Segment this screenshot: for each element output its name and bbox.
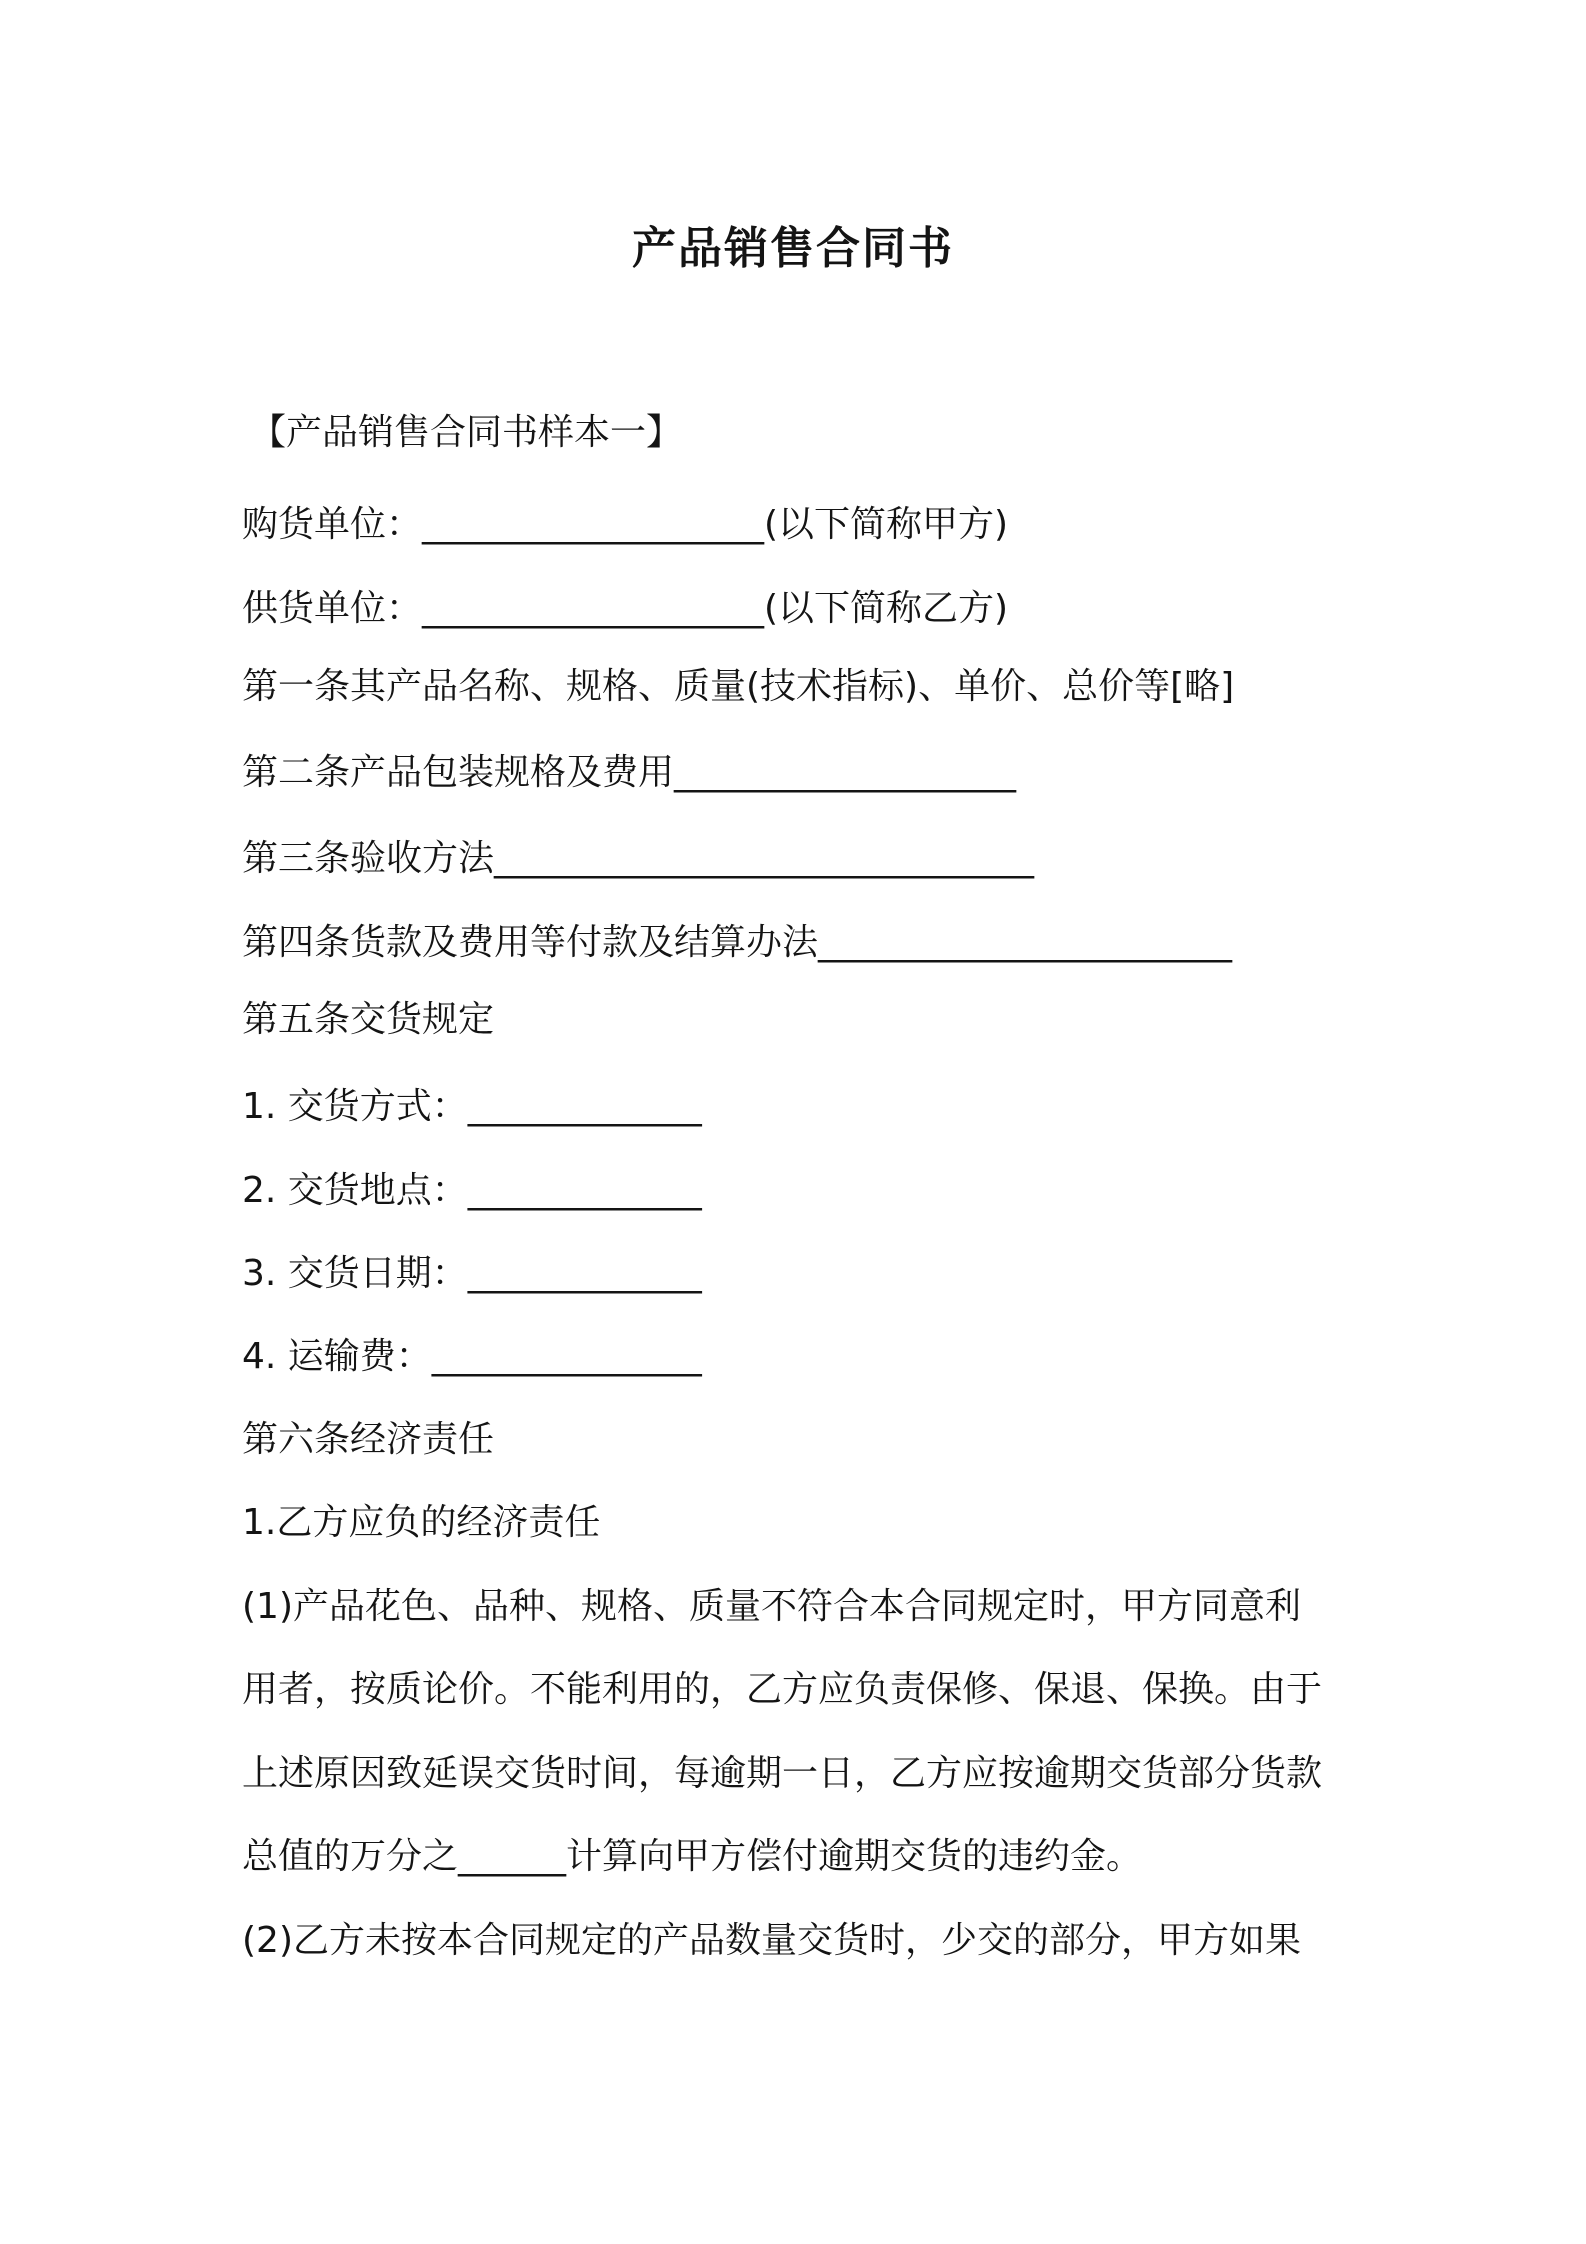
article-2: 第二条产品包装规格及费用___________________: [242, 752, 1017, 793]
supplier-line: 供货单位：___________________(以下简称乙方): [242, 588, 1009, 629]
article-1: 第一条其产品名称、规格、质量(技术指标)、单价、总价等[略]: [242, 666, 1235, 707]
delivery-place: 2. 交货地点：_____________: [242, 1170, 702, 1211]
clause-1-line-4: 总值的万分之______计算向甲方偿付逾期交货的违约金。: [242, 1836, 1143, 1877]
article-4: 第四条货款及费用等付款及结算办法_______________________: [242, 922, 1233, 963]
buyer-line: 购货单位：___________________(以下简称甲方): [242, 504, 1009, 545]
clause-1-line-2: 用者，按质论价。不能利用的，乙方应负责保修、保退、保换。由于: [242, 1669, 1323, 1710]
party-b-liability: 1.乙方应负的经济责任: [242, 1502, 601, 1543]
document-title: 产品销售合同书: [632, 223, 954, 274]
document-subtitle: 【产品销售合同书样本一】: [250, 412, 683, 453]
delivery-date: 3. 交货日期：_____________: [242, 1253, 702, 1294]
delivery-method: 1. 交货方式：_____________: [242, 1086, 702, 1127]
clause-2-line-1: (2)乙方未按本合同规定的产品数量交货时，少交的部分，甲方如果: [242, 1920, 1301, 1961]
clause-1-line-1: (1)产品花色、品种、规格、质量不符合本合同规定时，甲方同意利: [242, 1586, 1301, 1627]
article-6: 第六条经济责任: [242, 1419, 495, 1460]
article-3: 第三条验收方法______________________________: [242, 838, 1035, 879]
clause-1-line-3: 上述原因致延误交货时间，每逾期一日，乙方应按逾期交货部分货款: [242, 1753, 1323, 1794]
article-5: 第五条交货规定: [242, 999, 495, 1040]
transport-fee: 4. 运输费：_______________: [242, 1336, 702, 1377]
